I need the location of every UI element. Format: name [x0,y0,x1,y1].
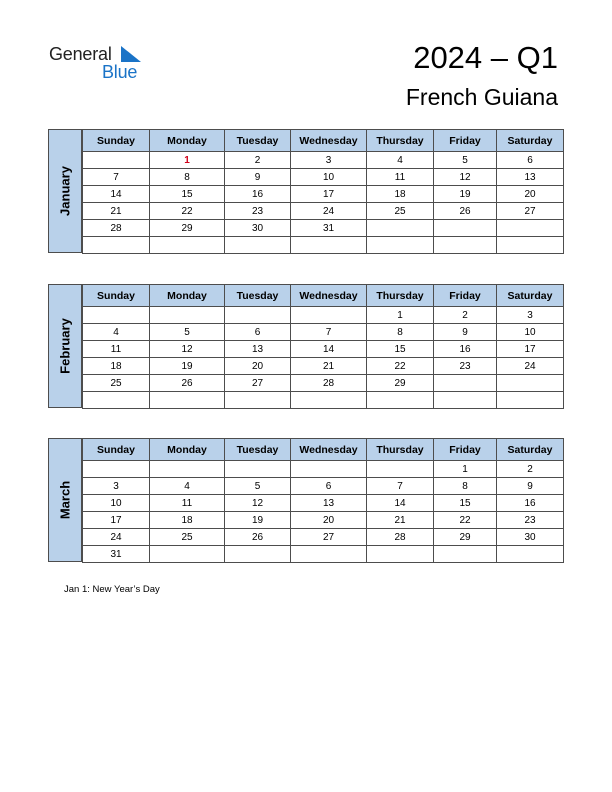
empty-day-cell [225,237,291,254]
day-cell: 21 [367,512,434,529]
day-cell: 27 [291,529,367,546]
empty-day-cell [434,546,497,563]
day-cell: 22 [367,358,434,375]
day-cell: 7 [291,324,367,341]
weekday-header: Saturday [497,439,564,461]
empty-day-cell [434,237,497,254]
day-cell: 1 [150,152,225,169]
weekday-header: Wednesday [291,439,367,461]
empty-day-cell [367,546,434,563]
empty-day-cell [291,546,367,563]
day-cell: 2 [434,307,497,324]
day-cell: 26 [434,203,497,220]
empty-day-cell [83,392,150,409]
empty-day-cell [291,392,367,409]
day-cell: 2 [225,152,291,169]
month-name: February [57,318,73,374]
empty-day-cell [367,237,434,254]
page-title: 2024 – Q1 [413,40,558,75]
logo-triangle-icon [121,46,141,62]
day-cell: 9 [225,169,291,186]
weekday-header: Thursday [367,439,434,461]
day-cell: 1 [434,461,497,478]
empty-day-cell [434,392,497,409]
empty-day-cell [367,220,434,237]
day-cell: 12 [434,169,497,186]
weekday-header: Tuesday [225,439,291,461]
week-row [83,478,564,495]
day-cell: 22 [150,203,225,220]
week-row [83,324,564,341]
empty-day-cell [367,392,434,409]
day-cell: 31 [83,546,150,563]
week-row [83,495,564,512]
day-cell: 17 [291,186,367,203]
day-cell: 25 [83,375,150,392]
month-name: January [57,166,73,216]
month-grid [82,438,564,563]
day-cell: 15 [367,341,434,358]
weekday-header: Saturday [497,285,564,307]
day-cell: 7 [83,169,150,186]
empty-day-cell [225,307,291,324]
day-cell: 14 [291,341,367,358]
weekday-header: Thursday [367,130,434,152]
empty-day-cell [497,546,564,563]
day-cell: 19 [225,512,291,529]
empty-day-cell [434,375,497,392]
page-subtitle: French Guiana [405,84,558,110]
day-cell: 13 [497,169,564,186]
week-row [83,307,564,324]
month-label [48,129,82,253]
day-cell: 25 [367,203,434,220]
weekday-header: Sunday [83,439,150,461]
day-cell: 30 [497,529,564,546]
empty-day-cell [83,237,150,254]
day-cell: 21 [291,358,367,375]
day-cell: 5 [225,478,291,495]
weekday-header: Wednesday [291,285,367,307]
week-row [83,375,564,392]
day-cell: 26 [150,375,225,392]
weekday-header: Tuesday [225,130,291,152]
day-cell: 17 [83,512,150,529]
day-cell: 16 [434,341,497,358]
empty-day-cell [434,220,497,237]
day-cell: 15 [150,186,225,203]
day-cell: 31 [291,220,367,237]
day-cell: 12 [225,495,291,512]
weekday-header-row [83,285,564,307]
day-cell: 20 [291,512,367,529]
day-cell: 22 [434,512,497,529]
day-cell: 29 [367,375,434,392]
empty-day-cell [83,152,150,169]
day-cell: 6 [225,324,291,341]
day-cell: 10 [291,169,367,186]
day-cell: 25 [150,529,225,546]
day-cell: 10 [83,495,150,512]
weekday-header: Wednesday [291,130,367,152]
day-cell: 3 [497,307,564,324]
day-cell: 18 [367,186,434,203]
week-row [83,546,564,563]
day-cell: 14 [83,186,150,203]
weekday-header: Monday [150,130,225,152]
empty-day-cell [291,307,367,324]
logo-blue-text: Blue [102,62,138,82]
week-row [83,461,564,478]
day-cell: 23 [497,512,564,529]
day-cell: 26 [225,529,291,546]
day-cell: 4 [83,324,150,341]
week-row [83,186,564,203]
weekday-header: Saturday [497,130,564,152]
day-cell: 16 [497,495,564,512]
empty-day-cell [225,461,291,478]
month-grid [82,129,564,254]
day-cell: 19 [434,186,497,203]
day-cell: 24 [83,529,150,546]
day-cell: 8 [367,324,434,341]
empty-day-cell [225,392,291,409]
day-cell: 23 [434,358,497,375]
day-cell: 30 [225,220,291,237]
weekday-header: Friday [434,439,497,461]
day-cell: 2 [497,461,564,478]
weekday-header: Thursday [367,285,434,307]
day-cell: 16 [225,186,291,203]
empty-day-cell [497,220,564,237]
weekday-header: Sunday [83,285,150,307]
weekday-header: Friday [434,285,497,307]
week-row [83,203,564,220]
empty-day-cell [291,237,367,254]
empty-day-cell [83,461,150,478]
day-cell: 4 [150,478,225,495]
holiday-note: Jan 1: New Year’s Day [64,584,160,595]
day-cell: 27 [497,203,564,220]
day-cell: 28 [291,375,367,392]
day-cell: 12 [150,341,225,358]
day-cell: 13 [225,341,291,358]
week-row [83,392,564,409]
day-cell: 11 [83,341,150,358]
weekday-header-row [83,130,564,152]
month-grid [82,284,564,409]
day-cell: 17 [497,341,564,358]
weekday-header: Friday [434,130,497,152]
empty-day-cell [150,546,225,563]
day-cell: 23 [225,203,291,220]
month-label [48,284,82,408]
month-name: March [57,480,73,520]
day-cell: 19 [150,358,225,375]
day-cell: 20 [497,186,564,203]
day-cell: 29 [434,529,497,546]
week-row [83,529,564,546]
day-cell: 6 [291,478,367,495]
empty-day-cell [497,237,564,254]
weekday-header-row [83,439,564,461]
empty-day-cell [83,307,150,324]
day-cell: 4 [367,152,434,169]
day-cell: 27 [225,375,291,392]
day-cell: 29 [150,220,225,237]
day-cell: 11 [367,169,434,186]
logo-general-text: General [49,44,112,64]
day-cell: 8 [434,478,497,495]
empty-day-cell [291,461,367,478]
empty-day-cell [150,392,225,409]
month-label [48,438,82,562]
day-cell: 13 [291,495,367,512]
day-cell: 9 [434,324,497,341]
week-row [83,220,564,237]
day-cell: 15 [434,495,497,512]
week-row [83,358,564,375]
day-cell: 20 [225,358,291,375]
day-cell: 28 [83,220,150,237]
generalblue-logo [49,44,149,84]
day-cell: 5 [434,152,497,169]
weekday-header: Monday [150,439,225,461]
week-row [83,237,564,254]
day-cell: 14 [367,495,434,512]
day-cell: 28 [367,529,434,546]
day-cell: 3 [291,152,367,169]
empty-day-cell [150,237,225,254]
day-cell: 1 [367,307,434,324]
empty-day-cell [367,461,434,478]
week-row [83,341,564,358]
day-cell: 7 [367,478,434,495]
weekday-header: Monday [150,285,225,307]
day-cell: 8 [150,169,225,186]
week-row [83,169,564,186]
weekday-header: Tuesday [225,285,291,307]
day-cell: 10 [497,324,564,341]
day-cell: 24 [497,358,564,375]
day-cell: 11 [150,495,225,512]
day-cell: 6 [497,152,564,169]
day-cell: 18 [83,358,150,375]
day-cell: 21 [83,203,150,220]
week-row [83,152,564,169]
day-cell: 18 [150,512,225,529]
day-cell: 3 [83,478,150,495]
empty-day-cell [150,461,225,478]
empty-day-cell [150,307,225,324]
day-cell: 24 [291,203,367,220]
empty-day-cell [225,546,291,563]
day-cell: 5 [150,324,225,341]
day-cell: 9 [497,478,564,495]
empty-day-cell [497,375,564,392]
week-row [83,512,564,529]
weekday-header: Sunday [83,130,150,152]
empty-day-cell [497,392,564,409]
